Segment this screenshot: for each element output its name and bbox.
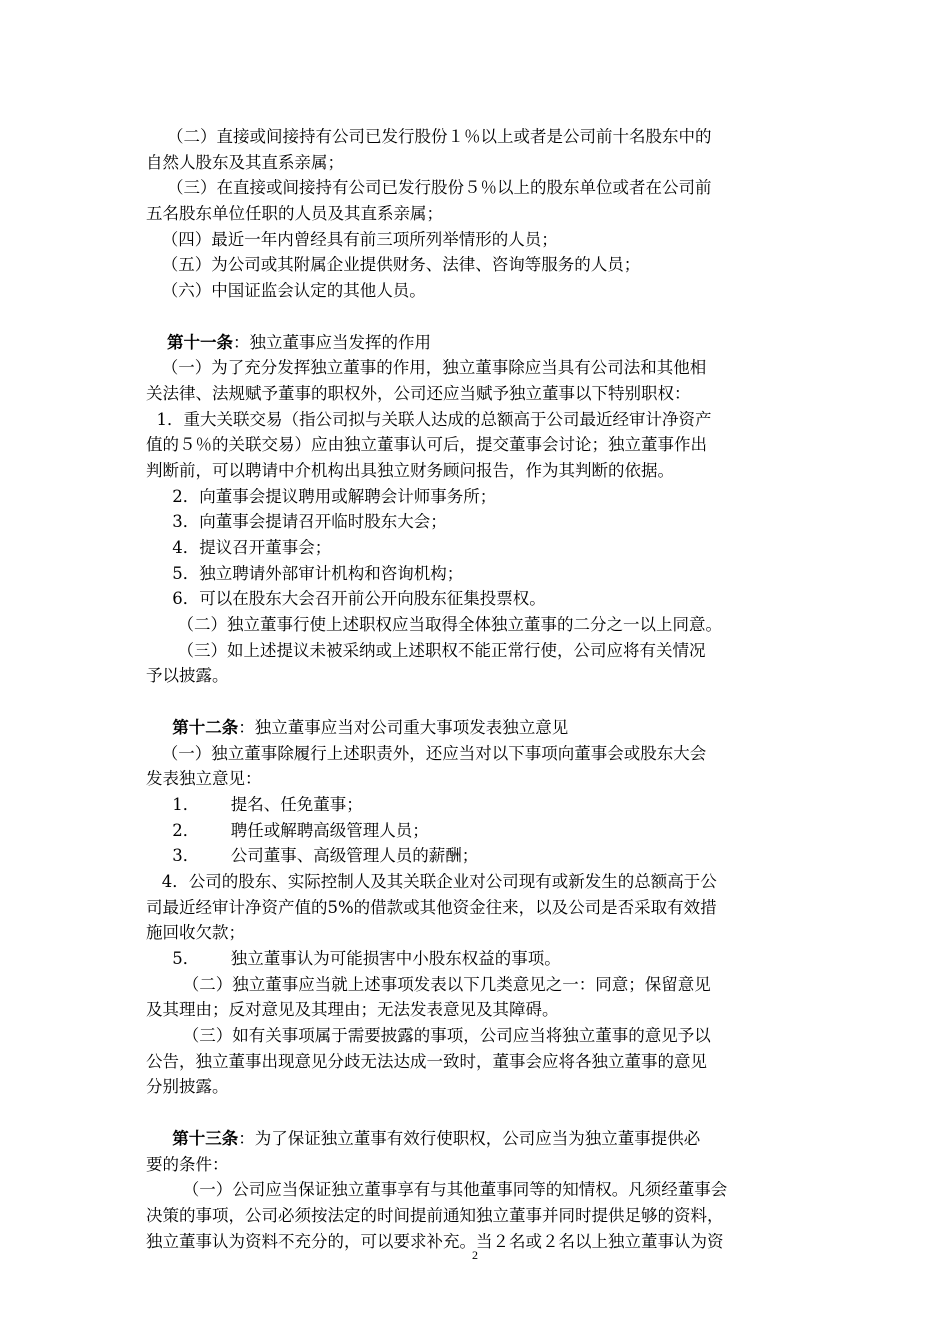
line-text: （三）如有关事项属于需要披露的事项，公司应当将独立董事的意见予以 [182,1026,711,1046]
line-text: 分别披露。 [146,1077,229,1097]
line-indent [146,949,172,968]
article-title: ：独立董事应当发挥的作用 [232,332,431,352]
text-line [146,920,808,946]
line-text: （二）独立董事应当就上述事项发表以下几类意见之一：同意；保留意见 [182,974,711,994]
text-line [146,1203,808,1229]
line-indent [146,872,162,891]
page-number: 2 [472,1248,478,1262]
line-indent [146,127,167,146]
text-line [146,869,808,895]
line-indent [146,255,162,274]
line-indent [146,846,172,865]
line-text: 6．可以在股东大会召开前公开向股东征集投票权。 [172,589,546,609]
line-indent [146,975,183,994]
line-text: 予以披露。 [146,666,229,686]
text-line [146,484,808,510]
line-text: 5．独立聘请外部审计机构和咨询机构； [172,563,464,583]
text-line [146,612,808,638]
text-line [146,972,808,998]
line-indent [146,230,162,249]
line-indent [146,744,162,763]
text-line [146,586,808,612]
line-text: 4．提议召开董事会； [172,538,332,557]
text-line [146,1049,808,1075]
text-line [146,278,808,304]
article-title: ：为了保证独立董事有效行使职权，公司应当为独立董事提供必 [238,1128,701,1148]
line-indent [146,1026,183,1045]
line-text: 关法律、法规赋予董事的职权外，公司还应当赋予独立董事以下特别职权： [146,383,691,403]
line-indent [146,410,157,429]
paragraph-spacer [146,689,808,715]
line-indent [146,821,172,840]
line-indent [146,589,172,608]
text-line [146,997,808,1023]
text-line [146,150,808,176]
line-text: 2． 聘任或解聘高级管理人员； [172,820,429,840]
line-indent [146,538,172,557]
line-indent [146,564,172,583]
line-text: （二）独立董事行使上述职权应当取得全体独立董事的二分之一以上同意。 [177,615,722,635]
line-indent [146,333,167,352]
line-indent [146,615,177,634]
text-line [146,946,808,972]
text-line [146,407,808,433]
line-text: （一）独立董事除履行上述职责外，还应当对以下事项向董事会或股东大会 [161,743,707,763]
line-indent [146,1180,183,1199]
text-line [146,792,808,818]
article-number: 第十一条 [166,332,233,352]
line-text: （一）公司应当保证独立董事享有与其他董事同等的知情权。凡须经董事会 [182,1180,728,1200]
article-number: 第十二条 [172,717,239,737]
line-text: （三）在直接或间接持有公司已发行股份５％以上的股东单位或者在公司前 [166,178,712,198]
line-indent [146,512,172,531]
text-line [146,1074,808,1100]
article-title: ：独立董事应当对公司重大事项发表独立意见 [238,717,569,737]
line-text: （二）直接或间接持有公司已发行股份１％以上或者是公司前十名股东中的 [166,127,712,146]
line-text: 5． 独立董事认为可能损害中小股东权益的事项。 [172,949,561,968]
text-line [146,355,808,381]
line-text: 2．向董事会提议聘用或解聘会计师事务所； [172,486,497,506]
line-text: 五名股东单位任职的人员及其直系亲属； [146,204,443,224]
line-indent [146,487,172,506]
text-line [146,227,808,253]
text-line [146,1152,808,1178]
line-text: 要的条件： [146,1154,229,1174]
line-indent [146,281,162,300]
article-number: 第十三条 [172,1128,239,1148]
line-text: 施回收欠款； [146,923,245,943]
line-text: 决策的事项，公司必须按法定的时间提前通知独立董事并同时提供足够的资料， [146,1205,724,1225]
line-text: （一）为了充分发挥独立董事的作用，独立董事除应当具有公司法和其他相 [161,358,707,378]
text-line [146,843,808,869]
article-heading-line [146,1126,808,1152]
line-text: （四）最近一年内曾经具有前三项所列举情形的人员； [161,229,558,249]
line-indent [146,718,172,737]
line-indent [146,641,177,660]
line-text: 1．重大关联交易（指公司拟与关联人达成的总额高于公司最近经审计净资产 [156,409,712,429]
text-line [146,458,808,484]
text-line [146,895,808,921]
line-indent [146,178,167,197]
text-line [146,381,808,407]
line-text: 及其理由；反对意见及其理由；无法发表意见及其障碍。 [146,1000,559,1020]
article-heading-line [146,715,808,741]
line-indent [146,358,162,377]
text-line [146,535,808,561]
text-line [146,1177,808,1203]
line-text: 司最近经审计净资产值的5%的借款或其他资金往来，以及公司是否采取有效措 [146,897,717,917]
paragraph-spacer [146,1100,808,1126]
line-text: 3．向董事会提请召开临时股东大会； [172,512,447,532]
line-indent [146,795,172,814]
line-text: （五）为公司或其附属企业提供财务、法律、咨询等服务的人员； [161,255,641,275]
line-text: 发表独立意见： [146,769,262,789]
article-heading-line [146,330,808,356]
document-body [146,124,808,1254]
line-text: （六）中国证监会认定的其他人员。 [161,281,426,301]
text-line [146,432,808,458]
text-line [146,252,808,278]
text-line [146,509,808,535]
text-line [146,561,808,587]
text-line [146,663,808,689]
line-text: 自然人股东及其直系亲属； [146,152,344,172]
line-text: 独立董事认为资料不充分的，可以要求补充。当２名或２名以上独立董事认为资 [146,1231,724,1251]
text-line [146,741,808,767]
line-text: （三）如上述提议未被采纳或上述职权不能正常行使，公司应将有关情况 [177,640,706,660]
text-line [146,766,808,792]
paragraph-spacer [146,304,808,330]
line-text: 4．公司的股东、实际控制人及其关联企业对公司现有或新发生的总额高于公 [161,871,717,891]
text-line [146,818,808,844]
text-line [146,638,808,664]
line-text: 3． 公司董事、高级管理人员的薪酬； [172,846,479,866]
text-line [146,175,808,201]
line-text: 公告，独立董事出现意见分歧无法达成一致时，董事会应将各独立董事的意见 [146,1051,707,1071]
line-text: 判断前，可以聘请中介机构出具独立财务顾问报告，作为其判断的依据。 [146,460,674,480]
text-line [146,201,808,227]
text-line [146,1023,808,1049]
text-line [146,124,808,150]
line-indent [146,1129,172,1148]
line-text: 值的５％的关联交易）应由独立董事认可后，提交董事会讨论；独立董事作出 [146,435,707,455]
line-text: 1． 提名、任免董事； [172,794,363,814]
